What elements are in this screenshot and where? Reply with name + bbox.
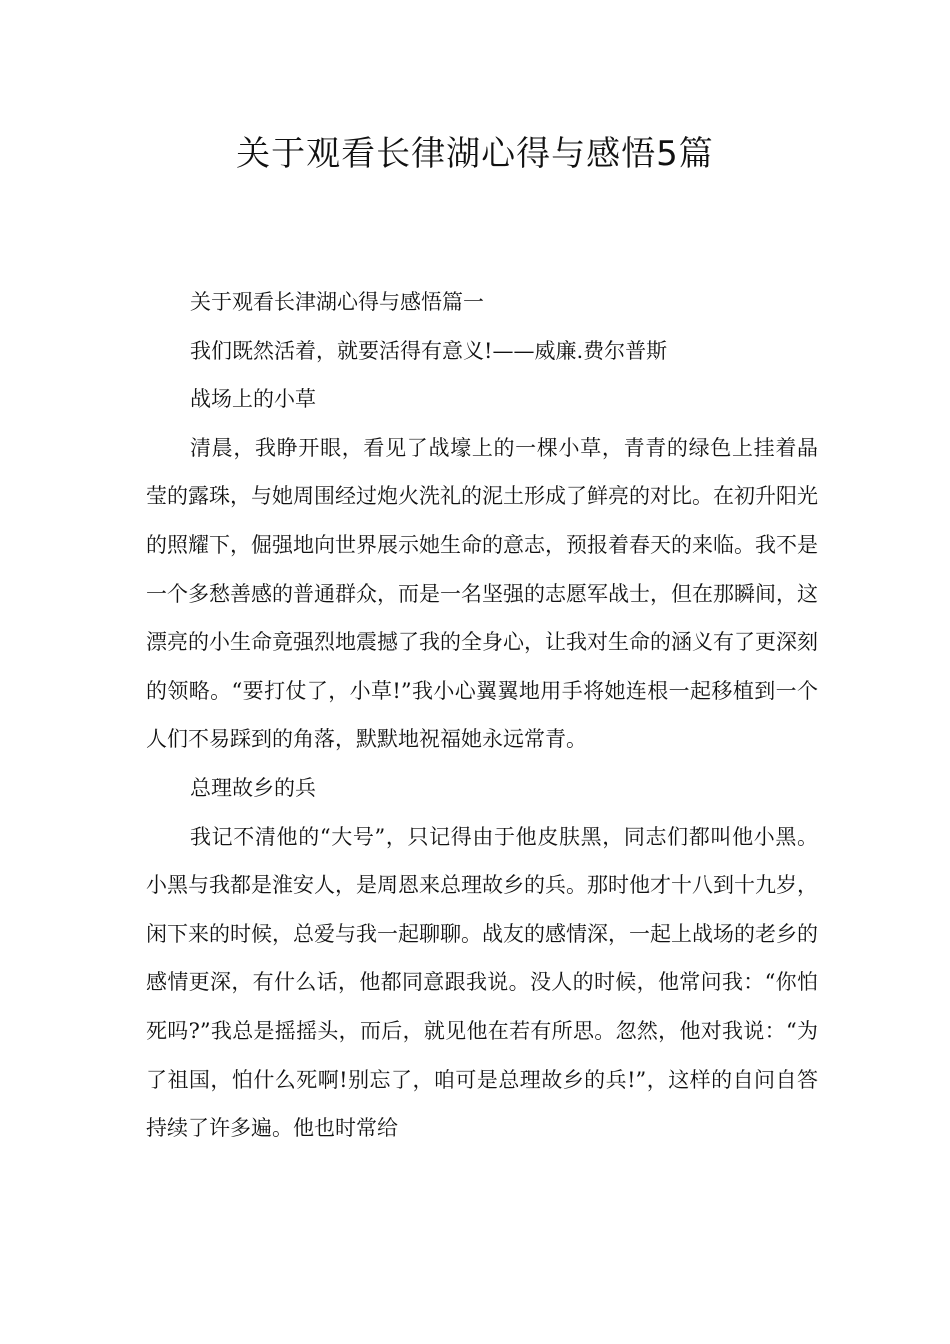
document-body: [146, 278, 818, 1153]
body-paragraph: 我记不清他的“大号”，只记得由于他皮肤黑，同志们都叫他小黑。小黑与我都是淮安人，是周恩来总理故乡的兵。那时他才十八到十九岁，闲下来的时候，总爱与我一起聊聊。战友的感情深，一起上战场的老乡的感情更深，有什么话，他都同意跟我说。没人的时候，他常问我：“你怕死吗?”我总是摇摇头，而后，就见他在若有所思。忽然，他对我说：“为了祖国，怕什么死啊!别忘了，咱可是总理故乡的兵!”，这样的自问自答持续了许多遍。他也时常给: [146, 824, 818, 1141]
body-paragraph: 清晨，我睁开眼，看见了战壕上的一棵小草，青青的绿色上挂着晶莹的露珠，与她周围经过炮火洗礼的泥土形成了鲜亮的对比。在初升阳光的照耀下，倔强地向世界展示她生命的意志，预报着春天的来临。我不是一个多愁善感的普通群众，而是一名坚强的志愿军战士，但在那瞬间，这漂亮的小生命竟强烈地震撼了我的全身心，让我对生命的涵义有了更深刻的领略。“要打仗了，小草!”我小心翼翼地用手将她连根一起移植到一个人们不易踩到的角落，默默地祝福她永远常青。: [146, 435, 818, 752]
document-title: 关于观看长律湖心得与感悟5篇: [236, 134, 714, 174]
subheading: 战场上的小草: [190, 387, 316, 412]
quote-paragraph: 我们既然活着，就要活得有意义!——威廉.费尔普斯: [190, 338, 668, 363]
section-heading: 关于观看长津湖心得与感悟篇一: [190, 290, 484, 314]
subheading: 总理故乡的兵: [190, 775, 316, 800]
